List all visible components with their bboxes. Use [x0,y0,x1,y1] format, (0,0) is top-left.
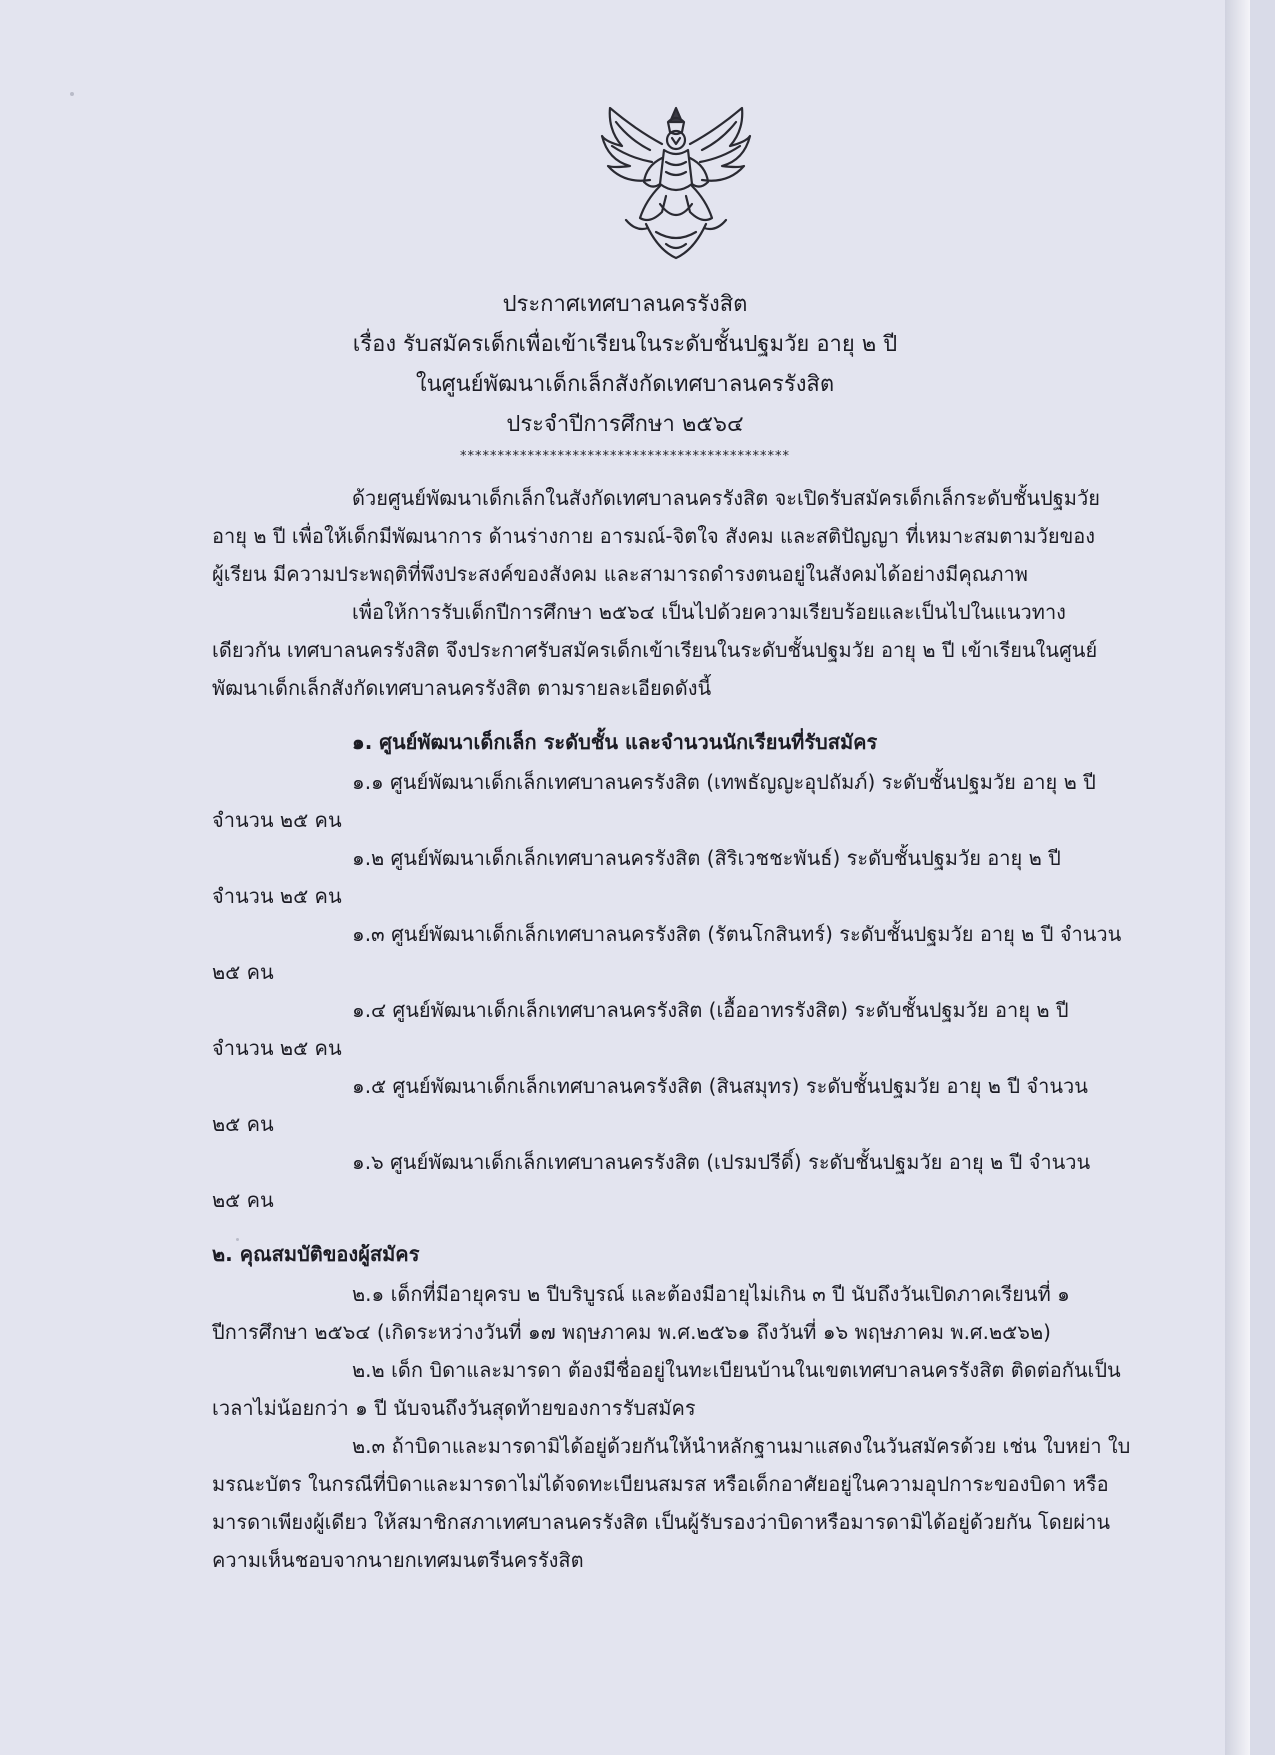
section-2-item-continuation: เวลาไม่น้อยกว่า ๑ ปี นับจนถึงวันสุดท้ายของการรับสมัคร [212,1396,696,1420]
section-2-item-continuation: มรณะบัตร ในกรณีที่บิดาและมารดาไม่ได้จดทะเบียนสมรส หรือเด็กอาศัยอยู่ในความอุปการะของบิดา หรือ [212,1472,1109,1496]
page-edge-shadow [1225,0,1250,1755]
intro-paragraph-2-line: เดียวกัน เทศบาลนครรังสิต จึงประกาศรับสมัครเด็กเข้าเรียนในระดับชั้นปฐมวัย อายุ ๒ ปี เข้าเรียนในศูนย์ [212,638,1098,662]
section-2-item: ๒.๓ ถ้าบิดาและมารดามิได้อยู่ด้วยกันให้นำหลักฐานมาแสดงในวันสมัครด้วย เช่น ใบหย่า ใบ [352,1434,1131,1458]
header-divider: ******************************************** [460,449,790,464]
intro-paragraph-1-line: ด้วยศูนย์พัฒนาเด็กเล็กในสังกัดเทศบาลนครรังสิต จะเปิดรับสมัครเด็กเล็กระดับชั้นปฐมวัย [352,486,1100,510]
garuda-emblem-icon [596,100,756,265]
section-1-item-continuation: จำนวน ๒๕ คน [212,808,342,832]
section-2-title: ๒. คุณสมบัติของผู้สมัคร [212,1242,420,1266]
announcement-subject-location: ในศูนย์พัฒนาเด็กเล็กสังกัดเทศบาลนครรังสิต [415,372,835,397]
section-1-item: ๑.๒ ศูนย์พัฒนาเด็กเล็กเทศบาลนครรังสิต (สิริเวชชะพันธ์) ระดับชั้นปฐมวัย อายุ ๒ ปี [352,846,1061,870]
intro-paragraph-2-line: เพื่อให้การรับเด็กปีการศึกษา ๒๕๖๔ เป็นไปด้วยความเรียบร้อยและเป็นไปในแนวทาง [352,600,1066,624]
section-2-item-continuation: ความเห็นชอบจากนายกเทศมนตรีนครรังสิต [212,1548,584,1572]
intro-paragraph-2-line: พัฒนาเด็กเล็กสังกัดเทศบาลนครรังสิต ตามรายละเอียดดังนี้ [212,676,712,700]
announcement-subject: เรื่อง รับสมัครเด็กเพื่อเข้าเรียนในระดับชั้นปฐมวัย อายุ ๒ ปี [352,332,898,357]
section-1-item-continuation: ๒๕ คน [212,1188,274,1212]
section-2-item: ๒.๒ เด็ก บิดาและมารดา ต้องมีชื่ออยู่ในทะเบียนบ้านในเขตเทศบาลนครรังสิต ติดต่อกันเป็น [352,1358,1121,1382]
section-1-title: ๑. ศูนย์พัฒนาเด็กเล็ก ระดับชั้น และจำนวนนักเรียนที่รับสมัคร [352,730,878,754]
section-1-item: ๑.๖ ศูนย์พัฒนาเด็กเล็กเทศบาลนครรังสิต (เปรมปรีดิ์) ระดับชั้นปฐมวัย อายุ ๒ ปี จำนวน [352,1150,1091,1174]
intro-paragraph-1-line: ผู้เรียน มีความประพฤติที่พึงประสงค์ของสังคม และสามารถดำรงตนอยู่ในสังคมได้อย่างมีคุณภาพ [212,562,1028,586]
intro-paragraph-1-line: อายุ ๒ ปี เพื่อให้เด็กมีพัฒนาการ ด้านร่างกาย อารมณ์-จิตใจ สังคม และสติปัญญา ที่เหมาะสมตามวัยของ [212,524,1096,548]
section-1-item-continuation: ๒๕ คน [212,1112,274,1136]
announcement-academic-year: ประจำปีการศึกษา ๒๕๖๔ [506,412,744,437]
announcement-title: ประกาศเทศบาลนครรังสิต [502,292,748,317]
section-1-item: ๑.๓ ศูนย์พัฒนาเด็กเล็กเทศบาลนครรังสิต (รัตนโกสินทร์) ระดับชั้นปฐมวัย อายุ ๒ ปี จำนวน [352,922,1122,946]
section-1-item-continuation: ๒๕ คน [212,960,274,984]
section-1-item-continuation: จำนวน ๒๕ คน [212,884,342,908]
section-2-item-continuation: มารดาเพียงผู้เดียว ให้สมาชิกสภาเทศบาลนครรังสิต เป็นผู้รับรองว่าบิดาหรือมารดามิได้อยู่ด้วยกัน โดยผ่าน [212,1510,1111,1534]
section-1-item: ๑.๑ ศูนย์พัฒนาเด็กเล็กเทศบาลนครรังสิต (เทพธัญญะอุปถัมภ์) ระดับชั้นปฐมวัย อายุ ๒ ปี [352,770,1096,794]
section-1-item: ๑.๕ ศูนย์พัฒนาเด็กเล็กเทศบาลนครรังสิต (สินสมุทร) ระดับชั้นปฐมวัย อายุ ๒ ปี จำนวน [352,1074,1088,1098]
section-2-item-continuation: ปีการศึกษา ๒๕๖๔ (เกิดระหว่างวันที่ ๑๗ พฤษภาคม พ.ศ.๒๕๖๑ ถึงวันที่ ๑๖ พฤษภาคม พ.ศ.๒๕๖๒) [212,1320,1051,1344]
section-1-item-continuation: จำนวน ๒๕ คน [212,1036,342,1060]
scan-speck [70,92,74,96]
section-2-item: ๒.๑ เด็กที่มีอายุครบ ๒ ปีบริบูรณ์ และต้องมีอายุไม่เกิน ๓ ปี นับถึงวันเปิดภาคเรียนที่ ๑ [352,1282,1070,1306]
section-1-item: ๑.๔ ศูนย์พัฒนาเด็กเล็กเทศบาลนครรังสิต (เอื้ออาทรรังสิต) ระดับชั้นปฐมวัย อายุ ๒ ปี [352,998,1069,1022]
